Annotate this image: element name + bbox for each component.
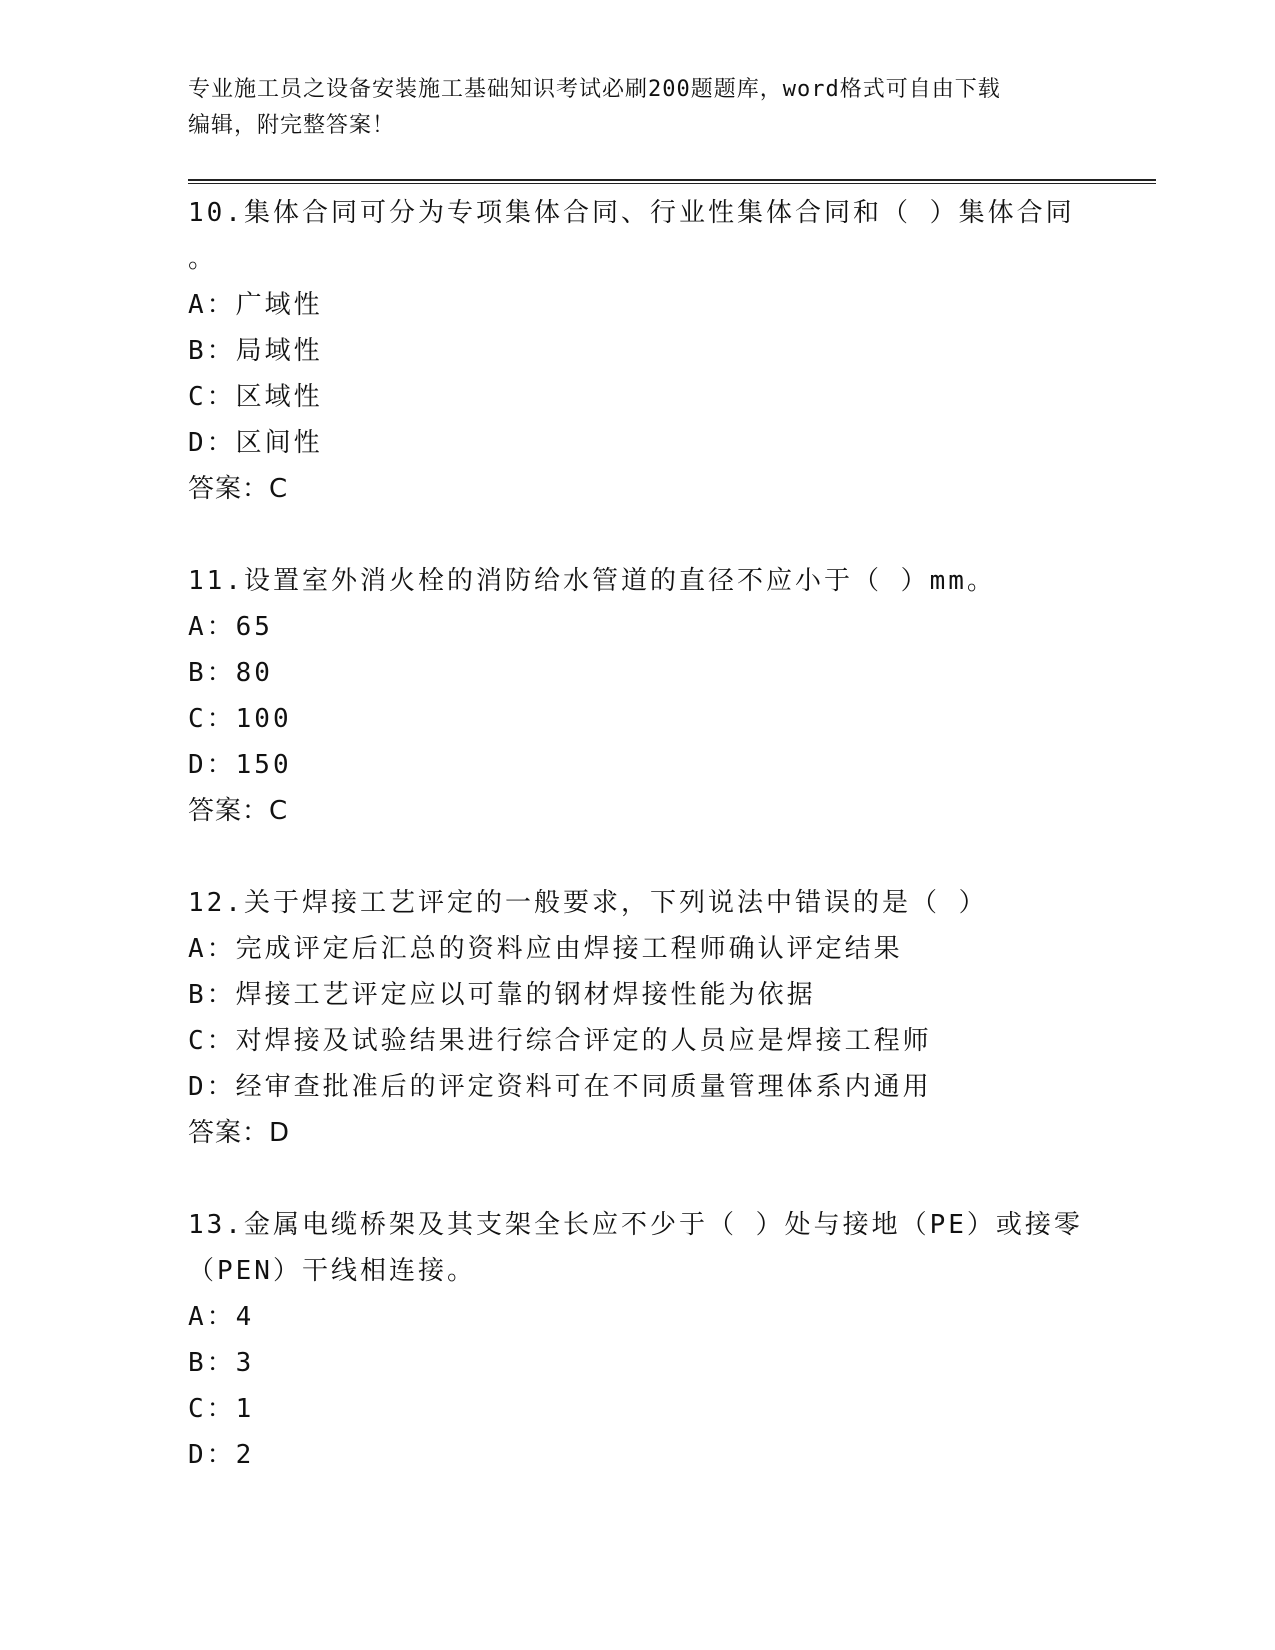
option-d: D：经审查批准后的评定资料可在不同质量管理体系内通用 (188, 1072, 932, 1102)
document-header (188, 72, 1088, 144)
option-c: C：对焊接及试验结果进行综合评定的人员应是焊接工程师 (188, 1026, 932, 1056)
question-stem: 10.集体合同可分为专项集体合同、行业性集体合同和（ ）集体合同 (188, 198, 1075, 228)
option-b: B：局域性 (188, 336, 323, 366)
option-c: C：区域性 (188, 382, 323, 412)
header-line-2: 编辑，附完整答案！ (188, 113, 396, 138)
answer-key: 答案：C (188, 474, 289, 504)
question-12 (188, 880, 1088, 1156)
header-divider (188, 179, 1156, 184)
question-10 (188, 190, 1088, 512)
option-b: B：80 (188, 658, 273, 688)
question-list (188, 190, 1088, 1524)
option-a: A：65 (188, 612, 273, 642)
question-stem: 。 (188, 244, 218, 274)
question-11 (188, 558, 1088, 834)
option-b: B：焊接工艺评定应以可靠的钢材焊接性能为依据 (188, 980, 816, 1010)
option-a: A：4 (188, 1302, 255, 1332)
option-b: B：3 (188, 1348, 255, 1378)
answer-key: 答案：C (188, 796, 289, 826)
option-d: D：区间性 (188, 428, 323, 458)
option-a: A：完成评定后汇总的资料应由焊接工程师确认评定结果 (188, 934, 903, 964)
question-stem: 13.金属电缆桥架及其支架全长应不少于（ ）处与接地（PE）或接零 (188, 1210, 1083, 1240)
question-13 (188, 1202, 1088, 1478)
question-stem: 12.关于焊接工艺评定的一般要求，下列说法中错误的是（ ） (188, 888, 988, 918)
option-d: D：150 (188, 750, 292, 780)
option-c: C：1 (188, 1394, 255, 1424)
question-stem: （PEN）干线相连接。 (188, 1256, 476, 1286)
answer-key: 答案：D (188, 1118, 291, 1148)
option-d: D：2 (188, 1440, 255, 1470)
question-stem: 11.设置室外消火栓的消防给水管道的直径不应小于（ ）mm。 (188, 566, 996, 596)
option-c: C：100 (188, 704, 292, 734)
header-line-1: 专业施工员之设备安装施工基础知识考试必刷200题题库，word格式可自由下载 (188, 77, 1001, 102)
option-a: A：广域性 (188, 290, 323, 320)
